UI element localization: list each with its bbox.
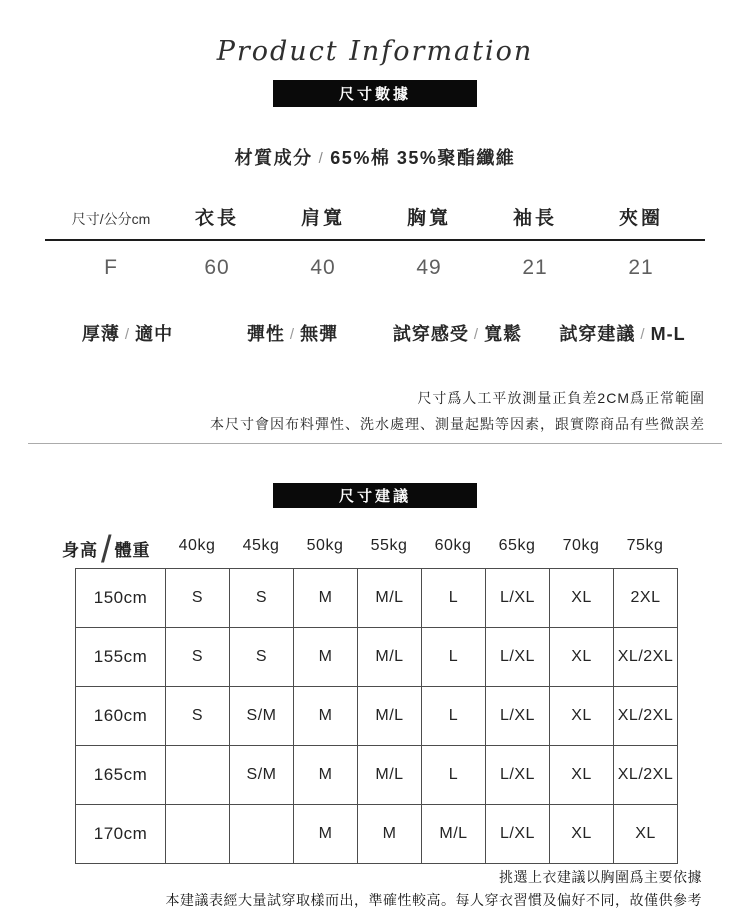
size-cell: S bbox=[166, 569, 230, 628]
size-cell: XL bbox=[550, 569, 614, 628]
size-cell: L bbox=[422, 628, 486, 687]
weight-header-cell: 65kg bbox=[498, 537, 536, 554]
attribute-value: 寬鬆 bbox=[484, 324, 523, 344]
size-cell: S bbox=[230, 569, 294, 628]
size-cell: M bbox=[358, 805, 422, 864]
attribute-separator: / bbox=[124, 326, 131, 343]
size-cell: S bbox=[166, 687, 230, 746]
script-title: Product Information bbox=[216, 36, 534, 67]
attribute-item bbox=[375, 320, 540, 346]
note-line: 尺寸爲人工平放測量正負差2CM爲正常範圍 bbox=[417, 390, 705, 406]
material-line bbox=[0, 144, 750, 170]
measure-header-cell: 胸寬 bbox=[406, 208, 451, 229]
material-separator: / bbox=[318, 150, 325, 167]
measure-value-cell: 40 bbox=[310, 256, 336, 279]
attribute-label: 彈性 bbox=[246, 324, 285, 344]
size-cell: M/L bbox=[358, 628, 422, 687]
size-cell: M bbox=[294, 746, 358, 805]
size-cell: S/M bbox=[230, 746, 294, 805]
size-cell: S bbox=[166, 628, 230, 687]
height-cell: 150cm bbox=[76, 569, 166, 628]
weight-header-cell: 40kg bbox=[178, 537, 216, 554]
note-line: 本尺寸會因布料彈性、洗水處理、測量起點等因素，跟實際商品有些微誤差 bbox=[210, 416, 705, 432]
height-cell: 165cm bbox=[76, 746, 166, 805]
attribute-item bbox=[45, 320, 210, 346]
attribute-separator: / bbox=[640, 326, 646, 343]
footnote-line: 本建議表經大量試穿取樣而出，準確性較高。每人穿衣習慣及偏好不同，故僅供參考 bbox=[165, 892, 702, 908]
size-cell: M/L bbox=[422, 805, 486, 864]
attribute-value: M-L bbox=[650, 324, 686, 344]
measure-values-row bbox=[58, 256, 694, 280]
footnote-line: 挑選上衣建議以胸圍爲主要依據 bbox=[499, 869, 702, 885]
measure-header-rule bbox=[45, 239, 705, 241]
size-notes bbox=[210, 385, 705, 437]
weight-header-cell: 75kg bbox=[626, 537, 664, 554]
material-value: 65%棉 35%聚酯纖維 bbox=[330, 148, 516, 168]
size-cell: L/XL bbox=[486, 687, 550, 746]
attribute-label: 厚薄 bbox=[81, 324, 120, 344]
height-cell: 155cm bbox=[76, 628, 166, 687]
attribute-separator: / bbox=[473, 326, 480, 343]
weight-header-row bbox=[165, 537, 677, 555]
size-cell: XL bbox=[550, 628, 614, 687]
measure-value-cell: 49 bbox=[416, 256, 442, 279]
size-cell: S/M bbox=[230, 687, 294, 746]
height-cell: 170cm bbox=[76, 805, 166, 864]
height-header-label: 身高 bbox=[62, 541, 98, 560]
size-cell: L bbox=[422, 687, 486, 746]
footnotes bbox=[166, 866, 703, 912]
size-suggest-table bbox=[75, 568, 678, 864]
size-cell: S bbox=[230, 628, 294, 687]
measure-value-cell: 60 bbox=[204, 256, 230, 279]
size-cell: L/XL bbox=[486, 746, 550, 805]
size-cell: XL bbox=[550, 805, 614, 864]
size-cell: XL bbox=[614, 805, 678, 864]
size-cell: L/XL bbox=[486, 805, 550, 864]
size-cell: L/XL bbox=[486, 628, 550, 687]
size-cell bbox=[230, 805, 294, 864]
attribute-item bbox=[540, 320, 705, 346]
size-cell: L/XL bbox=[486, 569, 550, 628]
attribute-label: 試穿感受 bbox=[392, 324, 469, 344]
weight-header-cell: 45kg bbox=[242, 537, 280, 554]
weight-header-cell: 70kg bbox=[562, 537, 600, 554]
corner-slash: / bbox=[101, 529, 112, 571]
size-cell: L bbox=[422, 746, 486, 805]
measure-header-cell: 袖長 bbox=[512, 208, 557, 229]
size-data-badge: 尺寸數據 bbox=[273, 80, 477, 107]
size-cell bbox=[166, 746, 230, 805]
measure-header-cell: 衣長 bbox=[194, 208, 239, 229]
size-suggest-badge: 尺寸建議 bbox=[273, 483, 477, 508]
size-cell: M/L bbox=[358, 746, 422, 805]
attribute-separator: / bbox=[289, 326, 296, 343]
weight-header-cell: 55kg bbox=[370, 537, 408, 554]
size-cell: M bbox=[294, 687, 358, 746]
size-cell: L bbox=[422, 569, 486, 628]
measure-header-cell: 夾圈 bbox=[618, 208, 663, 229]
size-cell: XL/2XL bbox=[614, 687, 678, 746]
size-cell: XL/2XL bbox=[614, 628, 678, 687]
size-cell: M bbox=[294, 569, 358, 628]
weight-header-cell: 50kg bbox=[306, 537, 344, 554]
attribute-item bbox=[210, 320, 375, 346]
size-cell: M/L bbox=[358, 687, 422, 746]
size-cell bbox=[166, 805, 230, 864]
section-divider bbox=[28, 443, 722, 444]
size-cell: XL bbox=[550, 746, 614, 805]
measure-header-cell: 尺寸/公分cm bbox=[71, 211, 151, 227]
attribute-label: 試穿建議 bbox=[559, 324, 636, 344]
weight-header-cell: 60kg bbox=[434, 537, 472, 554]
measure-value-cell: 21 bbox=[522, 256, 548, 279]
attribute-value: 無彈 bbox=[300, 324, 339, 344]
attributes-row bbox=[45, 320, 705, 346]
attribute-value: 適中 bbox=[135, 324, 174, 344]
size-cell: XL/2XL bbox=[614, 746, 678, 805]
measure-value-cell: F bbox=[104, 256, 118, 279]
size-cell: 2XL bbox=[614, 569, 678, 628]
size-cell: M bbox=[294, 805, 358, 864]
size-cell: XL bbox=[550, 687, 614, 746]
material-label: 材質成分 bbox=[234, 148, 313, 168]
weight-header-label: 體重 bbox=[114, 541, 151, 560]
size-cell: M bbox=[294, 628, 358, 687]
measure-header-cell: 肩寬 bbox=[300, 208, 345, 229]
measure-value-cell: 21 bbox=[628, 256, 654, 279]
corner-header bbox=[62, 520, 151, 571]
size-cell: M/L bbox=[358, 569, 422, 628]
height-cell: 160cm bbox=[76, 687, 166, 746]
measure-table-header bbox=[58, 203, 694, 230]
